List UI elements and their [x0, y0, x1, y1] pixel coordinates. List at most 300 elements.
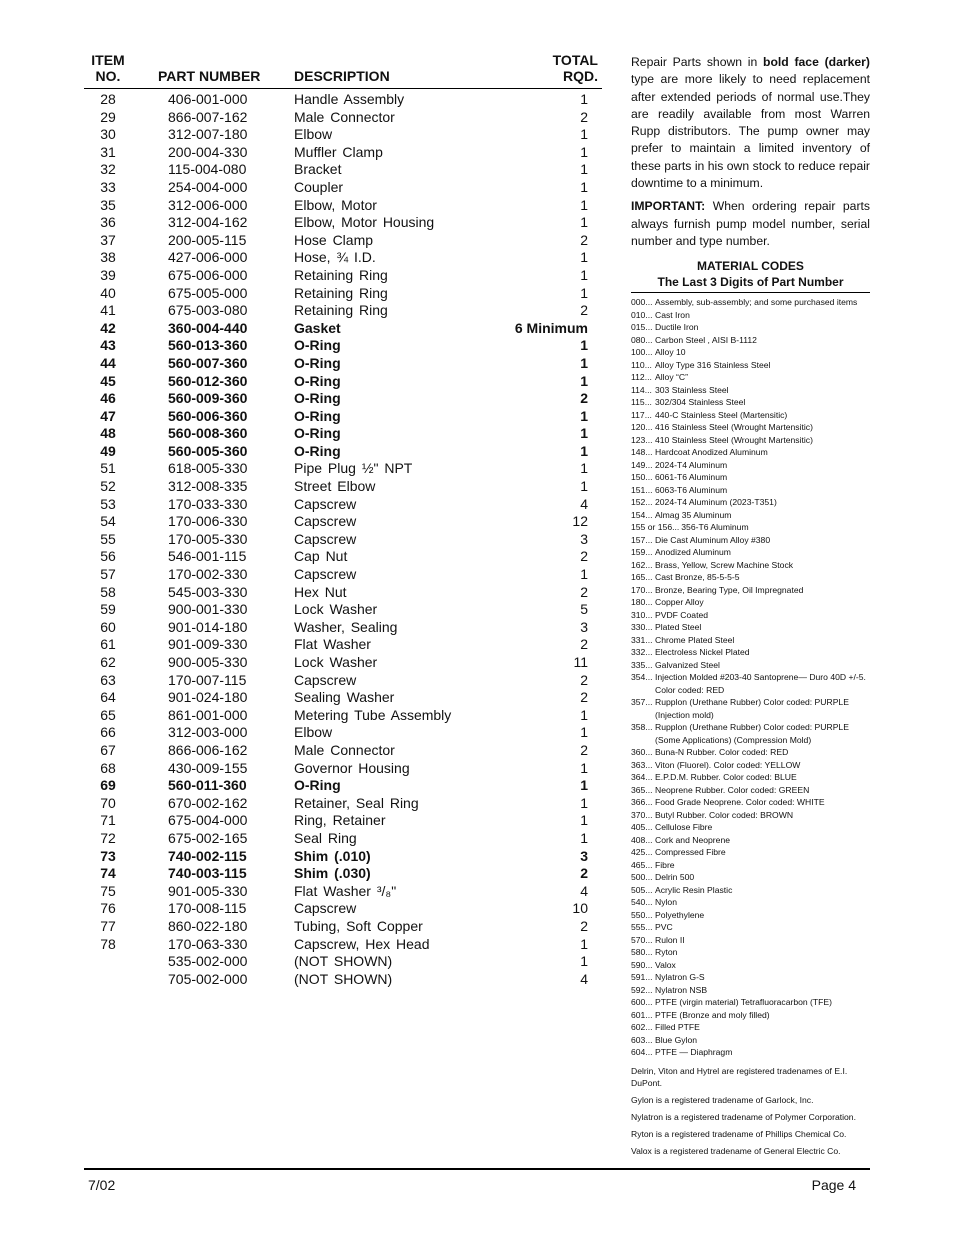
material-codes-list	[631, 296, 870, 1059]
material-code: 366...	[631, 797, 653, 808]
header-total-line2: RQD.	[563, 68, 598, 84]
material-code-item	[631, 471, 870, 484]
material-code-item	[631, 446, 870, 459]
part-number: 170-063-330	[168, 935, 248, 952]
table-row	[84, 689, 602, 707]
material-description: Carbon Steel , AISI B-1112	[655, 334, 757, 345]
material-code-item	[631, 334, 870, 347]
quantity: 1	[580, 777, 588, 794]
part-description: Tubing, Soft Copper	[294, 917, 423, 934]
table-row	[84, 654, 602, 672]
quantity: 2	[580, 231, 588, 248]
item-number: 72	[100, 829, 116, 846]
material-code: 170...	[631, 584, 653, 595]
material-code-item	[631, 934, 870, 947]
material-codes-heading: MATERIAL CODES	[697, 259, 804, 274]
part-description: Governor Housing	[294, 759, 410, 776]
material-code-item	[631, 421, 870, 434]
table-row	[84, 285, 602, 303]
material-code-item	[631, 784, 870, 797]
table-row	[84, 812, 602, 830]
table-row	[84, 636, 602, 654]
quantity: 1	[580, 478, 588, 495]
part-description: Shim (.010)	[294, 847, 371, 864]
material-code: 120...	[631, 422, 653, 433]
part-description: Muffler Clamp	[294, 143, 383, 160]
material-code-item	[631, 809, 870, 822]
part-number: 546-001-115	[168, 548, 247, 565]
part-description: Ring, Retainer	[294, 812, 386, 829]
table-row	[84, 214, 602, 232]
material-code-item	[631, 521, 870, 534]
material-codes-subheading: The Last 3 Digits of Part Number	[657, 275, 844, 290]
quantity: 1	[580, 126, 588, 143]
item-number: 28	[100, 91, 116, 107]
quantity: 2	[580, 390, 588, 407]
trademark-note: Gylon is a registered tradename of Garlock, Inc.	[631, 1095, 814, 1106]
material-code-item	[631, 671, 870, 696]
material-description: Nylon	[655, 897, 677, 908]
material-code-item	[631, 696, 870, 721]
table-row	[84, 548, 602, 566]
part-description: O-Ring	[294, 442, 341, 459]
material-description: Electroless Nickel Plated	[655, 647, 750, 658]
material-description: PVC	[655, 922, 673, 933]
table-row	[84, 91, 602, 109]
quantity: 1	[580, 794, 588, 811]
header-item-line1: ITEM	[91, 52, 125, 68]
part-number: 406-001-000	[168, 91, 248, 107]
part-number: 560-007-360	[168, 354, 248, 371]
part-number: 427-006-000	[168, 249, 248, 266]
item-number: 65	[100, 706, 116, 723]
trademark-note: Delrin, Viton and Hytrel are registered tradenames of E.I. DuPont.	[631, 1065, 848, 1089]
quantity: 1	[580, 372, 588, 389]
part-number: 560-013-360	[168, 337, 248, 354]
quantity: 1	[580, 196, 588, 213]
part-number: 430-009-155	[168, 759, 248, 776]
part-description: Coupler	[294, 178, 344, 195]
material-code-item	[631, 1021, 870, 1034]
table-row	[84, 513, 602, 531]
table-row	[84, 742, 602, 760]
table-row	[84, 232, 602, 250]
part-number: 545-003-330	[168, 583, 248, 600]
part-description: Street Elbow	[294, 478, 376, 495]
part-number: 866-007-162	[168, 108, 248, 125]
material-code-item	[631, 996, 870, 1009]
item-number: 66	[100, 724, 116, 741]
part-number: 860-022-180	[168, 917, 248, 934]
part-number: 675-004-000	[168, 812, 248, 829]
table-row	[84, 443, 602, 461]
material-code-item	[631, 759, 870, 772]
quantity: 1	[580, 812, 588, 829]
item-number: 54	[100, 513, 116, 530]
material-code: 150...	[631, 472, 653, 483]
material-code: 117...	[631, 409, 652, 420]
material-code: 601...	[631, 1009, 653, 1020]
item-number: 69	[100, 777, 116, 794]
item-number: 76	[100, 900, 116, 917]
table-row	[84, 707, 602, 725]
table-row	[84, 672, 602, 690]
part-number: 170-008-115	[168, 900, 247, 917]
quantity: 1	[580, 214, 588, 231]
part-number: 254-004-000	[168, 178, 248, 195]
part-description: Flat Washer	[294, 636, 371, 653]
item-number: 52	[100, 478, 116, 495]
part-description: Capscrew	[294, 530, 357, 547]
part-number: 866-006-162	[168, 741, 248, 758]
item-number: 45	[100, 372, 116, 389]
material-code-item	[631, 746, 870, 759]
material-code: 159...	[631, 547, 653, 558]
material-code-item	[631, 1046, 870, 1059]
item-number: 40	[100, 284, 116, 301]
part-description: Gasket	[294, 319, 341, 336]
header-part-number: PART NUMBER	[158, 68, 261, 84]
material-description: Fibre	[655, 859, 675, 870]
item-number: 39	[100, 266, 116, 283]
material-code-item	[631, 571, 870, 584]
header-divider	[84, 88, 602, 89]
material-description: Buna-N Rubber. Color coded: RED	[655, 747, 789, 758]
part-description: Bracket	[294, 161, 342, 178]
part-number: 200-005-115	[168, 231, 247, 248]
table-row	[84, 619, 602, 637]
important-note	[631, 198, 870, 250]
material-code: 550...	[631, 909, 653, 920]
part-number: 560-008-360	[168, 425, 248, 442]
material-description: Valox	[655, 959, 676, 970]
item-number: 51	[100, 460, 116, 477]
part-description: O-Ring	[294, 407, 341, 424]
part-number: 170-005-330	[168, 530, 248, 547]
item-number: 67	[100, 741, 116, 758]
part-description: (NOT SHOWN)	[294, 953, 393, 970]
material-description: Nylatron G-S	[655, 972, 705, 983]
item-number: 61	[100, 636, 116, 653]
item-number: 55	[100, 530, 116, 547]
part-description: Washer, Sealing	[294, 618, 398, 635]
material-code-item	[631, 496, 870, 509]
quantity: 1	[580, 724, 588, 741]
table-row	[84, 302, 602, 320]
material-code-item	[631, 1034, 870, 1047]
item-number: 73	[100, 847, 116, 864]
table-row	[84, 460, 602, 478]
item-number: 75	[100, 882, 116, 899]
quantity: 1	[580, 935, 588, 952]
footer-divider	[84, 1168, 870, 1170]
quantity: 2	[580, 741, 588, 758]
material-code: 151...	[631, 484, 653, 495]
part-number: 675-002-165	[168, 829, 248, 846]
part-description: Hose, ¾ I.D.	[294, 249, 376, 266]
material-code-item	[631, 609, 870, 622]
quantity: 1	[580, 759, 588, 776]
trademark-note: Ryton is a registered tradename of Phillips Chemical Co.	[631, 1129, 847, 1140]
quantity: 2	[580, 302, 588, 319]
part-number: 901-005-330	[168, 882, 248, 899]
item-number: 49	[100, 442, 116, 459]
part-description: Flat Washer ³/₈"	[294, 882, 397, 899]
material-code-item	[631, 459, 870, 472]
trademark-note: Nylatron is a registered tradename of Polymer Corporation.	[631, 1112, 856, 1123]
item-number: 77	[100, 917, 116, 934]
parts-rows	[84, 91, 602, 988]
material-code: 154...	[631, 509, 653, 520]
material-code: 425...	[631, 847, 653, 858]
quantity: 1	[580, 266, 588, 283]
quantity: 1	[580, 161, 588, 178]
quantity: 2	[580, 108, 588, 125]
quantity: 2	[580, 636, 588, 653]
material-description: Neoprene Rubber. Color coded: GREEN	[655, 784, 810, 795]
material-description: E.P.D.M. Rubber. Color coded: BLUE	[655, 772, 797, 783]
quantity: 2	[580, 917, 588, 934]
material-code: 370...	[631, 809, 653, 820]
material-description: Ductile Iron	[655, 322, 699, 333]
material-code-item	[631, 584, 870, 597]
material-code-item	[631, 984, 870, 997]
material-code-item	[631, 946, 870, 959]
material-code: 157...	[631, 534, 653, 545]
material-code: 405...	[631, 822, 653, 833]
header-description: DESCRIPTION	[294, 68, 390, 84]
quantity: 1	[580, 249, 588, 266]
part-description: Capscrew	[294, 566, 357, 583]
quantity: 1	[580, 706, 588, 723]
part-description: O-Ring	[294, 337, 341, 354]
quantity: 2	[580, 548, 588, 565]
part-number: 861-001-000	[168, 706, 248, 723]
part-number: 360-004-440	[168, 319, 248, 336]
part-number: 170-002-330	[168, 566, 248, 583]
material-code: 335...	[631, 659, 653, 670]
quantity: 1	[580, 143, 588, 160]
material-description: Food Grade Neoprene. Color coded: WHITE	[655, 797, 825, 808]
material-code: 540...	[631, 897, 653, 908]
part-number: 312-004-162	[168, 214, 248, 231]
part-description: Cap Nut	[294, 548, 348, 565]
material-code-item	[631, 409, 870, 422]
part-description: Lock Washer	[294, 601, 378, 618]
part-number: 901-009-330	[168, 636, 248, 653]
table-row	[84, 848, 602, 866]
material-description: Alloy Type 316 Stainless Steel	[655, 359, 771, 370]
table-row	[84, 337, 602, 355]
item-number: 42	[100, 319, 116, 336]
quantity: 1	[580, 953, 588, 970]
material-code-item	[631, 896, 870, 909]
table-row	[84, 144, 602, 162]
table-row	[84, 918, 602, 936]
quantity: 2	[580, 865, 588, 882]
material-code: 570...	[631, 934, 653, 945]
table-row	[84, 249, 602, 267]
material-code: 600...	[631, 997, 653, 1008]
quantity: 4	[580, 495, 588, 512]
material-code-item	[631, 871, 870, 884]
item-number: 36	[100, 214, 116, 231]
material-code-item	[631, 359, 870, 372]
header-total-line1: TOTAL	[552, 52, 598, 68]
table-row	[84, 373, 602, 391]
quantity: 1	[580, 91, 588, 107]
table-row	[84, 425, 602, 443]
material-code: 165...	[631, 572, 653, 583]
part-description: Capscrew	[294, 900, 357, 917]
material-code: 358...	[631, 722, 653, 733]
material-code: 162...	[631, 559, 653, 570]
table-row	[84, 760, 602, 778]
material-code-item	[631, 559, 870, 572]
part-number: 900-005-330	[168, 654, 248, 670]
material-code: 123...	[631, 434, 653, 445]
quantity: 1	[580, 337, 588, 354]
material-code: 330...	[631, 622, 653, 633]
material-description: 416 Stainless Steel (Wrought Martensitic)	[655, 422, 813, 433]
material-code-item	[631, 909, 870, 922]
part-description: Seal Ring	[294, 829, 357, 846]
material-code: 100...	[631, 347, 653, 358]
part-number: 560-009-360	[168, 390, 248, 407]
quantity: 1	[580, 425, 588, 442]
quantity: 1	[580, 354, 588, 371]
material-description: Plated Steel	[655, 622, 702, 633]
part-number: 312-007-180	[168, 126, 248, 143]
part-number: 170-006-330	[168, 513, 248, 530]
material-code: 155 or 156...	[631, 522, 680, 533]
part-description: O-Ring	[294, 372, 341, 389]
table-row	[84, 724, 602, 742]
part-description: Shim (.030)	[294, 865, 371, 882]
trademark-note: Valox is a registered tradename of General Electric Co.	[631, 1146, 841, 1157]
material-code-item	[631, 509, 870, 522]
table-row	[84, 900, 602, 918]
item-number: 78	[100, 935, 116, 952]
material-code-item	[631, 621, 870, 634]
table-row	[84, 179, 602, 197]
material-description: Compressed Fibre	[655, 847, 726, 858]
material-code: 363...	[631, 759, 653, 770]
material-description: Cellulose Fibre	[655, 822, 713, 833]
material-code: 365...	[631, 784, 653, 795]
part-description: O-Ring	[294, 777, 341, 794]
quantity: 12	[572, 513, 588, 530]
part-description: Retaining Ring	[294, 284, 388, 301]
material-description: 303 Stainless Steel	[655, 384, 729, 395]
table-row	[84, 584, 602, 602]
note-bold-text: bold face (darker)	[763, 55, 870, 69]
part-description: O-Ring	[294, 425, 341, 442]
part-number: 312-006-000	[168, 196, 248, 213]
material-description: 440-C Stainless Steel (Martensitic)	[655, 409, 788, 420]
material-code-item	[631, 821, 870, 834]
item-number: 32	[100, 161, 116, 178]
material-code: 148...	[631, 447, 653, 458]
table-row	[84, 865, 602, 883]
item-number: 33	[100, 178, 116, 195]
material-code-item	[631, 796, 870, 809]
part-description: Metering Tube Assembly	[294, 706, 452, 723]
table-row	[84, 390, 602, 408]
item-number: 53	[100, 495, 116, 512]
part-description: Elbow	[294, 126, 333, 143]
item-number: 57	[100, 566, 116, 583]
part-description: Hex Nut	[294, 583, 347, 600]
table-row	[84, 830, 602, 848]
part-number: 675-005-000	[168, 284, 248, 301]
part-description: Capscrew	[294, 495, 357, 512]
note-text: Repair Parts shown in	[631, 55, 764, 69]
material-description: 2024-T4 Aluminum (2023-T351)	[655, 497, 777, 508]
part-description: Sealing Washer	[294, 689, 395, 706]
material-description: Blue Gylon	[655, 1034, 698, 1045]
material-code: 505...	[631, 884, 653, 895]
material-code: 010...	[631, 309, 653, 320]
material-description: PTFE — Diaphragm	[655, 1047, 733, 1058]
quantity: 3	[580, 847, 588, 864]
item-number: 60	[100, 618, 116, 635]
material-code: 149...	[631, 459, 653, 470]
part-number: 560-012-360	[168, 372, 248, 389]
material-description: 6061-T6 Aluminum	[655, 472, 728, 483]
material-code-item	[631, 546, 870, 559]
material-code-item	[631, 771, 870, 784]
item-number: 70	[100, 794, 116, 811]
table-row	[84, 355, 602, 373]
material-description: Die Cast Aluminum Alloy #380	[655, 534, 771, 545]
material-code-item	[631, 884, 870, 897]
part-description: (NOT SHOWN)	[294, 970, 393, 987]
material-code-item	[631, 646, 870, 659]
quantity: 11	[573, 654, 588, 670]
quantity: 3	[580, 618, 588, 635]
material-code-item	[631, 721, 870, 746]
material-code: 357...	[631, 697, 653, 708]
table-row	[84, 408, 602, 426]
part-description: Male Connector	[294, 108, 395, 125]
material-code-item	[631, 846, 870, 859]
quantity: 1	[580, 460, 588, 477]
part-description: Retaining Ring	[294, 266, 388, 283]
material-description: Cast Bronze, 85-5-5-5	[655, 572, 740, 583]
material-code: 465...	[631, 859, 653, 870]
table-row	[84, 478, 602, 496]
part-number: 170-033-330	[168, 495, 248, 512]
part-description: O-Ring	[294, 354, 341, 371]
material-description: 356-T6 Aluminum	[681, 522, 749, 533]
info-column	[631, 54, 870, 1162]
material-code-item	[631, 921, 870, 934]
material-code: 332...	[631, 647, 653, 658]
material-code: 591...	[631, 972, 653, 983]
quantity: 1	[580, 284, 588, 301]
material-description: Cast Iron	[655, 309, 690, 320]
material-code-item	[631, 959, 870, 972]
part-description: Pipe Plug ½" NPT	[294, 460, 413, 477]
item-number: 31	[100, 143, 116, 160]
material-description: Galvanized Steel	[655, 659, 720, 670]
material-description: Hardcoat Anodized Aluminum	[655, 447, 768, 458]
item-number: 47	[100, 407, 116, 424]
part-description: Retaining Ring	[294, 302, 388, 319]
material-code-item	[631, 596, 870, 609]
part-description: Handle Assembly	[294, 91, 405, 107]
